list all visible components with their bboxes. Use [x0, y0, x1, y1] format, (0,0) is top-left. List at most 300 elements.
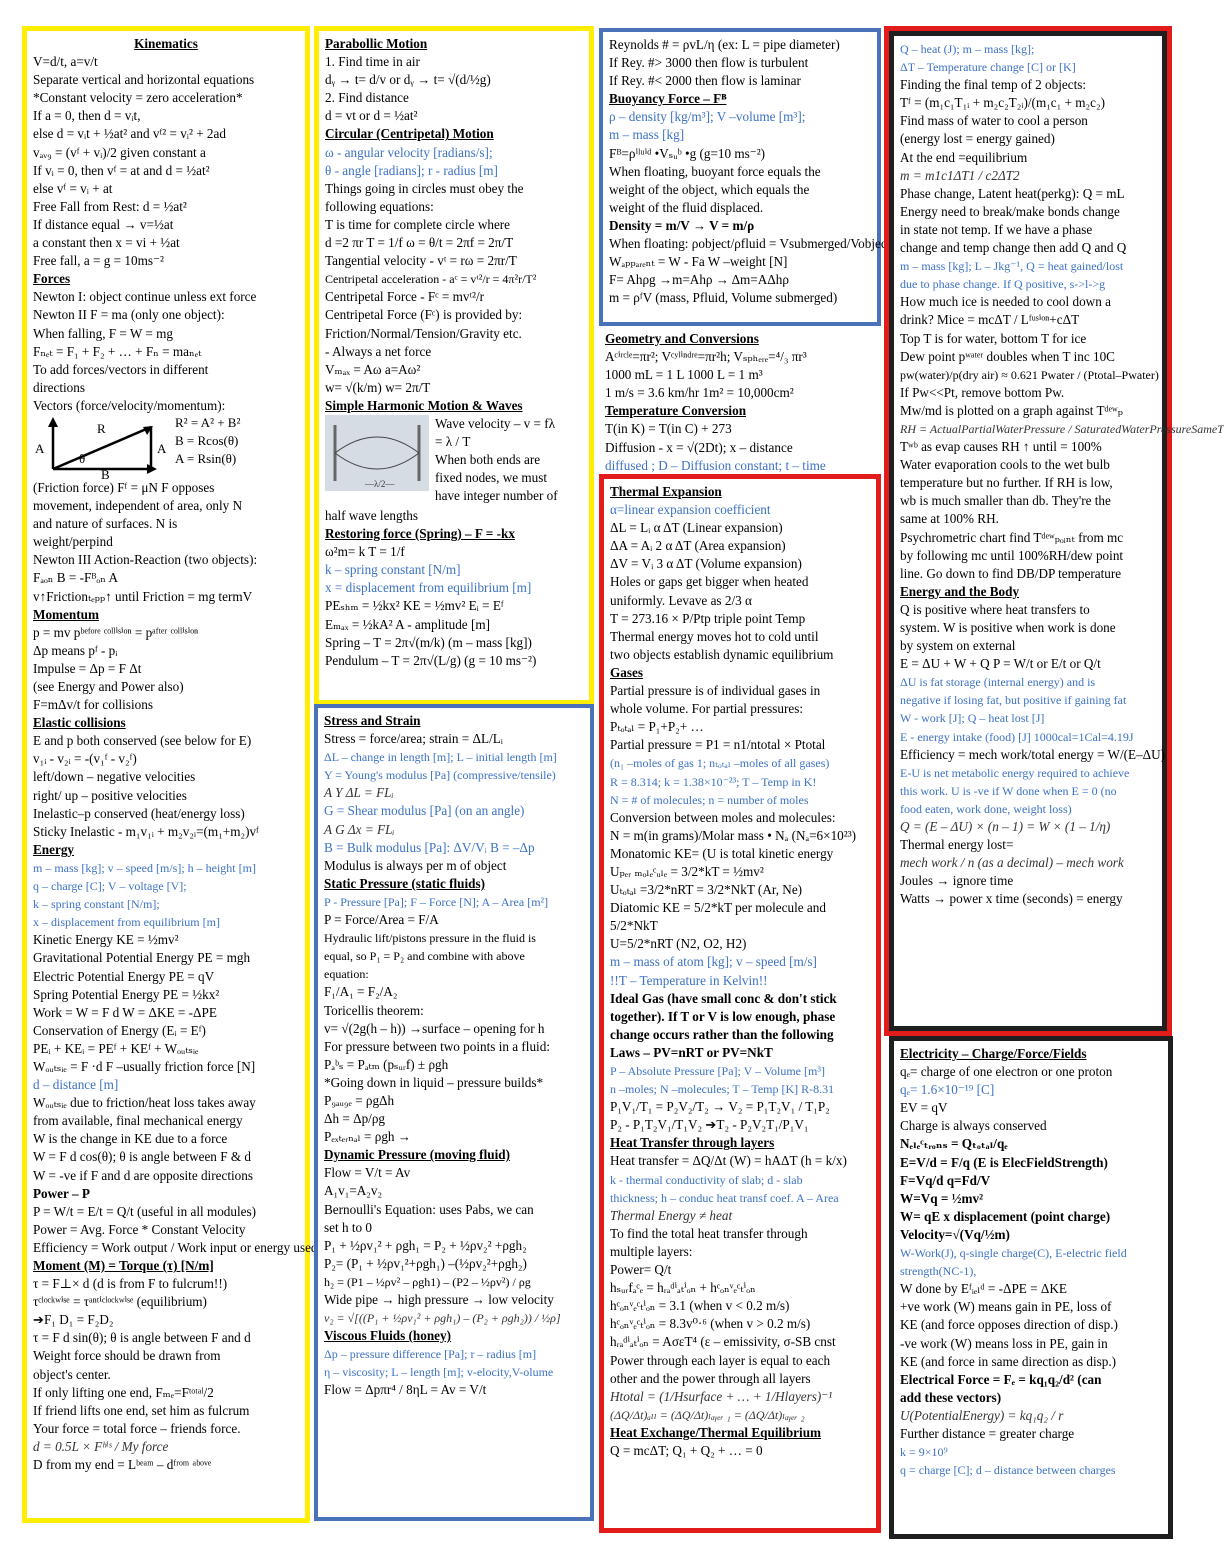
text-line: N = # of molecules; n = number of moles: [610, 792, 809, 807]
text-line: U=5/2*nRT (N2, O2, H2): [610, 936, 747, 952]
text-line: If friend lifts one end, set him as fulcrum: [33, 1402, 250, 1418]
text-line: a constant then x = vi + ½at: [33, 235, 180, 251]
text-line: Q – heat (J); m – mass [kg];: [900, 42, 1035, 56]
text-line: Power – P: [33, 1185, 90, 1201]
text-line: ΔU is fat storage (internal energy) and is: [900, 675, 1096, 690]
text-line: Nₑₗₑᶜₜᵣₒₙₛ = Qₜₒₜₐₗ/qₑ: [900, 1136, 1008, 1152]
text-line: Diatomic KE = 5/2*kT per molecule and: [610, 900, 826, 916]
text-line: Q = (E – ΔU) × (n – 1) = W × (1 – 1/η): [900, 819, 1111, 835]
text-line: For pressure between two points in a fluid:: [324, 1038, 550, 1054]
text-line: negative if losing fat, but positive if gaining fat: [900, 693, 1127, 708]
text-line: E = ΔU + W + Q P = W/t or E/t or Q/t: [900, 656, 1101, 672]
text-line: KE (and force opposes direction of disp.): [900, 1317, 1118, 1333]
text-line: d = 0.5L × Fʰⁱˢ / My force: [33, 1438, 169, 1454]
fluids-panel: [314, 704, 594, 1521]
text-line: Free fall, a = g = 10ms⁻²: [33, 253, 164, 269]
text-line: τᶜˡᵒᶜᵏʷⁱˢᵉ = τᵃⁿᵗⁱᶜˡᵒᶜᵏʷⁱˢᵉ (equilibrium): [33, 1294, 207, 1310]
section-heading: Heat Exchange/Thermal Equilibrium: [610, 1424, 822, 1440]
text-line: Uₜₒₜₐₗ =3/2*nRT = 3/2*NkT (Ar, Ne): [610, 882, 803, 898]
text-line: and nature of surfaces. N is: [33, 516, 178, 532]
text-line: P - Pressure [Pa]; F – Force [N]; A – Area [m²]: [324, 894, 549, 909]
section-heading: Heat Transfer through layers: [610, 1135, 775, 1151]
text-line: object's center.: [33, 1366, 111, 1382]
text-line: equal, so P₁ = P₂ and combine with above: [324, 949, 525, 964]
text-line: Finding the final temp of 2 objects:: [900, 77, 1087, 93]
text-line: same at 100% RH.: [900, 511, 999, 527]
text-line: w= √(k/m) w= 2π/T: [325, 379, 431, 395]
text-line: W-Work(J), q-single charge(C), E-electric field: [900, 1246, 1127, 1261]
text-line: Further distance = greater charge: [900, 1425, 1075, 1441]
text-line: If vᵢ = 0, then vᶠ = at and d = ½at²: [33, 162, 210, 178]
text-line: Newton III Action-Reaction (two objects):: [33, 552, 258, 568]
text-line: F=mΔv/t for collisions: [33, 697, 153, 713]
text-line: *Going down in liquid – pressure builds*: [324, 1074, 544, 1090]
text-line: Flow = V/t = Av: [324, 1165, 411, 1181]
text-line: B = Bulk modulus [Pa]: ΔV/Vᵢ B = –Δp: [324, 839, 535, 855]
text-line: dᵧ → t= d/v or dᵧ → t= √(d/½g): [325, 72, 491, 88]
text-line: R = 8.314; k = 1.38×10⁻²³; T – Temp in K!: [610, 774, 817, 789]
text-line: (Friction force) Fᶠ = μN F opposes: [33, 479, 215, 495]
text-line: Power = Avg. Force * Constant Velocity: [33, 1221, 246, 1237]
text-line: Conservation of Energy (Eᵢ = Eᶠ): [33, 1022, 206, 1038]
text-line: 1 m/s = 3.6 km/hr 1m² = 10,000cm²: [605, 385, 794, 401]
text-line: h₂ = (P1 – ½ρv² – ρgh1) – (P2 – ½ρv²) / ρg: [324, 1274, 531, 1289]
text-line: directions: [33, 379, 86, 395]
vector-label: A: [157, 440, 167, 456]
text-line: ΔV = Vᵢ 3 α ΔT (Volume expansion): [610, 556, 802, 572]
text-line: Vₘₐₓ = Aω a=Aω²: [325, 361, 421, 377]
text-line: change occurs rather than the following: [610, 1026, 834, 1042]
text-line: Aᶜⁱʳᶜˡᵉ=πr²; Vᶜʸˡⁱⁿᵈʳᵉ=πr²h; Vₛₚₕₑᵣₑ=⁴/₃ πr³: [605, 349, 807, 365]
shm-figure-block: [325, 415, 583, 507]
text-line: drink? Mice = mcΔT / Lᶠᵘˢⁱᵒⁿ+cΔT: [900, 312, 1080, 328]
text-line: (n₁ –moles of gas 1; nₜₒₜₐₗ –moles of all gases): [610, 756, 830, 771]
vector-diagram: [33, 414, 299, 482]
text-line: Q is positive where heat transfers to: [900, 601, 1090, 617]
text-line: Stress = force/area; strain = ΔL/Lᵢ: [324, 731, 503, 747]
text-line: Fₐₒₙ B = -Fᴮₒₙ A: [33, 570, 118, 586]
text-line: Efficiency = Work output / Work input or energy used: [33, 1239, 318, 1255]
section-heading: Gases: [610, 664, 643, 680]
text-line: Hydraulic lift/pistons pressure in the fluid is: [324, 931, 536, 946]
text-line: Watts → power x time (seconds) = energy: [900, 891, 1123, 907]
vector-label: A: [35, 440, 45, 456]
text-line: τ = F⊥× d (d is from F to fulcrum!!): [33, 1276, 228, 1292]
text-line: Inelastic–p conserved (heat/energy loss): [33, 805, 245, 821]
text-line: Water evaporation cools to the wet bulb: [900, 457, 1110, 473]
text-line: line. Go down to find DB/DP temperature: [900, 565, 1122, 581]
text-line: Centripetal Force - Fᶜ = mvᵗ²/r: [325, 289, 485, 305]
text-line: P₁ + ½ρv₁² + ρgh₁ = P₂ + ½ρv₂² +ρgh₂: [324, 1237, 527, 1253]
text-line: Efficiency = mech work/total energy = W/(E–ΔU): [900, 746, 1166, 762]
text-line: 1. Find time in air: [325, 54, 420, 70]
text-line: m – mass [kg]; v – speed [m/s]; h – height [m]: [33, 860, 256, 875]
text-line: PEᵢ + KEᵢ = PEᶠ + KEᶠ + Wₒᵤₜₛᵢₑ: [33, 1040, 199, 1056]
text-line: mech work / n (as a decimal) – mech work: [900, 855, 1124, 871]
text-line: To add forces/vectors in different: [33, 361, 209, 377]
text-line: together). If T or V is low enough, phase: [610, 1008, 836, 1024]
section-heading: Circular (Centripetal) Motion: [325, 126, 494, 142]
text-line: ω²m= k T = 1/f: [325, 544, 405, 560]
section-heading: Static Pressure (static fluids): [324, 875, 486, 891]
text-line: ΔA = Aᵢ 2 α ΔT (Area expansion): [610, 538, 786, 554]
text-line: RH = ActualPartialWaterPressure / SaturatedWaterPressureSameT: [900, 421, 1224, 436]
text-line: (energy lost = energy gained): [900, 131, 1055, 147]
text-line: θ - angle [radians]; r - radius [m]: [325, 162, 498, 178]
text-line: hᶜₒₙᵛₑᶜₜⁱₒₙ = 3.1 (when v < 0.2 m/s): [610, 1298, 790, 1314]
text-line: If Rey. #< 2000 then flow is laminar: [609, 73, 801, 89]
text-line: vₐᵥ₉ = (vᶠ + vᵢ)/2 given constant a: [33, 144, 206, 160]
shm-text-line: Wave velocity – v = fλ: [435, 415, 556, 431]
text-line: Tangential velocity - vᵗ = rω = 2πr/T: [325, 253, 517, 269]
text-line: left/down – negative velocities: [33, 769, 196, 785]
text-line: F₁/A₁ = F₂/A₂: [324, 984, 398, 1000]
text-line: whole volume. For partial pressures:: [610, 701, 804, 717]
text-line: Δp means pᶠ - pᵢ: [33, 642, 118, 658]
text-line: Power= Q/t: [610, 1262, 672, 1278]
text-line: Heat transfer = ΔQ/Δt (W) = hAΔT (h = k/x): [610, 1153, 847, 1169]
text-line: in state not temp. If we have a phase: [900, 221, 1093, 237]
text-line: (ΔQ/Δt)ₐₗₗ = (ΔQ/Δt)ₗₐᵧₑᵣ ₁ = (ΔQ/Δt)ₗₐᵧₑᵣ ₂: [610, 1407, 805, 1422]
text-line: E - energy intake (food) [J] 1000cal=1Cal=4.19J: [900, 729, 1134, 744]
text-line: due to phase change. If Q positive, s->l->g: [900, 277, 1106, 292]
text-line: Weight force should be drawn from: [33, 1348, 221, 1364]
vector-formula: B = Rcos(θ): [175, 432, 239, 448]
text-line: v↑Frictionₜₑₚₚ↑ until Friction = mg termV: [33, 588, 253, 604]
text-line: -ve work (W) means loss in PE, gain in: [900, 1335, 1108, 1351]
motion-panel: [314, 26, 594, 705]
text-line: qₑ= 1.6×10⁻¹⁹ [C]: [900, 1082, 995, 1098]
text-line: Modulus is always per m of object: [324, 857, 507, 873]
text-line: k - thermal conductivity of slab; d - slab: [610, 1172, 803, 1187]
text-line: A G Δx = FLᵢ: [324, 821, 395, 837]
text-line: W done by Eᶠᵢₑₗᵈ = -ΔPE = ΔKE: [900, 1281, 1067, 1297]
section-heading: Restoring force (Spring) – F = -kx: [325, 526, 515, 542]
text-line: pw(water)/p(dry air) ≈ 0.621 Pwater / (Ptotal–Pwater): [900, 367, 1159, 382]
text-line: Tᶠ = (m₁c₁T₁ᵢ + m₂c₂T₂ᵢ)/(m₁c₁ + m₂c₂): [900, 95, 1105, 111]
text-line: Newton I: object continue unless ext force: [33, 289, 257, 305]
text-line: Conversion between moles and molecules:: [610, 809, 836, 825]
text-line: d – distance [m]: [33, 1077, 119, 1093]
electricity-panel: [889, 1036, 1173, 1539]
text-line: other and the power through all layers: [610, 1370, 811, 1386]
text-line: Toricellis theorem:: [324, 1002, 424, 1018]
text-line: from available, final mechanical energy: [33, 1113, 243, 1129]
text-line: x = displacement from equilibrium [m]: [325, 580, 532, 596]
text-line: P = W/t = E/t = Q/t (useful in all modules): [33, 1203, 257, 1219]
text-line: W = F d cos(θ); θ is angle between F & d: [33, 1149, 251, 1165]
text-line: ΔT – Temperature change [C] or [K]: [900, 60, 1076, 75]
section-heading: Energy: [33, 841, 75, 857]
text-line: Velocity=√(Vq/½m): [900, 1226, 1010, 1242]
text-line: ➔F₁ D₁ = F₂D₂: [33, 1312, 114, 1328]
text-line: Gravitational Potential Energy PE = mgh: [33, 950, 251, 966]
text-line: weight of the fluid displaced.: [609, 199, 764, 215]
text-line: 5/2*NkT: [610, 918, 658, 934]
text-line: Y = Young's modulus [Pa] (compressive/tensile): [324, 768, 556, 783]
section-heading: Stress and Strain: [324, 713, 421, 728]
text-line: Thermal Energy ≠ heat: [610, 1207, 733, 1223]
text-line: η – viscosity; L – length [m]; v-elocity,V-olume: [324, 1365, 554, 1380]
text-line: E=V/d = F/q (E is ElecFieldStrength): [900, 1154, 1108, 1170]
text-line: P₂= (P₁ + ½ρv₁²+ρgh₁) –(½ρv₂²+ρgh₂): [324, 1255, 527, 1271]
section-heading: Geometry and Conversions: [605, 331, 759, 346]
text-line: Pₑₓₜₑᵣₙₐₗ = ρgh →: [324, 1129, 411, 1145]
text-line: ω - angular velocity [radians/s];: [325, 144, 493, 160]
text-line: When floating, buoyant force equals the: [609, 163, 821, 179]
vector-formula: A = Rsin(θ): [175, 450, 237, 466]
text-line: If distance equal → v=½at: [33, 216, 174, 232]
text-line: Energy need to break/make bonds change: [900, 203, 1120, 219]
text-line: Electric Potential Energy PE = qV: [33, 968, 215, 984]
text-line: Pₐᵇₛ = Pₐₜₘ (pₛᵤᵣf) ± ρgh: [324, 1056, 449, 1072]
text-line: k – spring constant [N/m];: [33, 897, 160, 912]
text-line: Work = W = F d W = ΔKE = -ΔPE: [33, 1004, 217, 1020]
shm-text-line: When both ends are: [435, 452, 541, 468]
text-line: W= qE x displacement (point charge): [900, 1208, 1111, 1224]
text-line: If Rey. #> 3000 then flow is turbulent: [609, 55, 809, 71]
text-line: Kinetic Energy KE = ½mv²: [33, 932, 179, 948]
text-line: Holes or gaps get bigger when heated: [610, 574, 809, 590]
text-line: T is time for complete circle where: [325, 216, 511, 232]
text-line: movement, independent of area, only N: [33, 498, 243, 514]
text-line: else d = vᵢt + ½at² and vᶠ² = vᵢ² + 2ad: [33, 126, 226, 142]
text-line: v= √(2g(h – h)) →surface – opening for h: [324, 1020, 545, 1036]
text-line: Wide pipe → high pressure → low velocity: [324, 1292, 554, 1307]
text-line: Q = mcΔT; Q₁ + Q₂ + … = 0: [610, 1442, 763, 1458]
text-line: D from my end = Lᵇᵉᵃᵐ – dᶠʳᵒᵐ ᵃᵇᵒᵛᵉ: [33, 1457, 212, 1473]
text-line: W=Vq = ½mv²: [900, 1190, 984, 1206]
text-line: wb is much smaller than db. They're the: [900, 493, 1111, 509]
text-line: W = -ve if F and d are opposite directions: [33, 1167, 253, 1183]
section-heading: Energy and the Body: [900, 583, 1020, 599]
text-line: 2. Find distance: [325, 90, 409, 106]
text-line: hₛᵤᵣfₐᶜₑ = hᵣₐᵈⁱₐₜⁱₒₙ + hᶜₒₙᵛₑᶜₜⁱₒₙ: [610, 1280, 756, 1296]
text-line: Δh = Δp/ρg: [324, 1111, 386, 1127]
text-line: q = charge [C]; d – distance between charges: [900, 1463, 1116, 1478]
section-heading: Electricity – Charge/Force/Fields: [900, 1046, 1087, 1061]
text-line: Top T is for water, bottom T for ice: [900, 330, 1087, 346]
section-heading: Moment (M) = Torque (τ) [N/m]: [33, 1258, 214, 1273]
text-line: Psychrometric chart find Tᵈᵉʷₚₒᵢₙₜ from mc: [900, 529, 1124, 545]
text-line: Htotal = (1/Hsurface + … + 1/Hlayers)⁻¹: [610, 1388, 833, 1404]
text-line: Pₜₒₜₐₗ = P₁+P₂+ …: [610, 719, 704, 735]
text-line: weight of the object, which equals the: [609, 181, 810, 197]
text-line: thickness; h – conduc heat transf coef. A – Area: [610, 1190, 839, 1205]
shm-text-line: fixed nodes, we must: [435, 470, 548, 486]
text-line: Reynolds # = ρvL/η (ex: L = pipe diameter): [609, 37, 840, 52]
text-line: Wₐₚₚₐᵣₑₙₜ = W - Fa W –weight [N]: [609, 254, 788, 270]
text-line: τ = F d sin(θ); θ is angle between F and d: [33, 1330, 251, 1346]
section-heading: Viscous Fluids (honey): [324, 1328, 452, 1344]
text-line: change and temp change then add Q and Q: [900, 240, 1127, 256]
text-line: multiple layers:: [610, 1243, 693, 1259]
text-line: m – mass of atom [kg]; v – speed [m/s]: [610, 954, 817, 970]
text-line: Spring Potential Energy PE = ½kx²: [33, 986, 220, 1002]
text-line: E-U is net metabolic energy required to achieve: [900, 765, 1130, 780]
text-line: G = Shear modulus [Pa] (on an angle): [324, 803, 525, 819]
vector-formula: R² = A² + B²: [175, 414, 241, 430]
text-line: two objects establish dynamic equilibrium: [610, 646, 834, 662]
text-line: A Y ΔL = FLᵢ: [324, 785, 394, 801]
text-line: F=Vq/d q=Fd/V: [900, 1172, 991, 1188]
text-line: temperature but no further. If RH is low,: [900, 475, 1113, 491]
text-line: Bernoulli's Equation: uses Pabs, we can: [324, 1201, 534, 1217]
text-line: qₑ= charge of one electron or one proton: [900, 1064, 1113, 1080]
text-line: this work. U is -ve if W done when E = 0 (no: [900, 783, 1117, 798]
text-line: k – spring constant [N/m]: [325, 562, 461, 578]
section-heading: Simple Harmonic Motion & Waves: [325, 397, 523, 413]
text-line: hᶜₒₙᵛₑᶜₜⁱₒₙ = 8.3v⁰·⁶ (when v > 0.2 m/s): [610, 1316, 811, 1332]
text-line: Your force = total force – friends force.: [33, 1420, 241, 1436]
text-line: Wₒᵤₜₛᵢₑ due to friction/heat loss takes away: [33, 1095, 256, 1111]
text-line: Uₚₑᵣ ₘₒₗₑᶜᵤₗₑ = 3/2*kT = ½mv²: [610, 863, 764, 879]
text-line: A₁v₁=A₂v₂: [324, 1183, 383, 1199]
text-line: When falling, F = W = mg: [33, 325, 174, 341]
text-line: Thermal energy lost=: [900, 837, 1014, 853]
text-line: Density = m/V → V = m/ρ: [609, 217, 755, 233]
section-heading: Temperature Conversion: [605, 403, 747, 419]
text-line: W is the change in KE due to a force: [33, 1131, 228, 1147]
geometry-panel: [599, 326, 881, 472]
text-line: PEₛₕₘ = ½kx² KE = ½mv² Eᵢ = Eᶠ: [325, 598, 504, 614]
text-line: by system on external: [900, 638, 1016, 654]
text-line: Vectors (force/velocity/momentum):: [33, 397, 226, 413]
text-line: Partial pressure = P1 = n1/ntotal × Ptotal: [610, 737, 826, 753]
text-line: P = Force/Area = F/A: [324, 912, 439, 928]
text-line: *Constant velocity = zero acceleration*: [33, 90, 243, 106]
text-line: weight/perpind: [33, 534, 113, 550]
text-line: Joules → ignore time: [900, 873, 1014, 889]
text-line: Centripetal Force (Fᶜ) is provided by:: [325, 307, 523, 323]
text-line: m – mass [kg]: [609, 127, 685, 143]
text-line: Dew point pʷᵃᵗᵉʳ doubles when T inc 10C: [900, 348, 1115, 364]
text-line: Fᴮ=ρⁱˡᵘⁱᵈ •Vₛᵤᵇ •g (g=10 ms⁻²): [609, 145, 766, 161]
section-heading: Elastic collisions: [33, 715, 126, 731]
text-line: T(in K) = T(in C) + 273: [605, 421, 732, 437]
heat-panel: [889, 31, 1224, 1031]
text-line: following equations:: [325, 198, 434, 214]
text-line: 1000 mL = 1 L 1000 L = 1 m³: [605, 367, 763, 383]
text-line: x – displacement from equilibrium [m]: [33, 915, 220, 930]
text-line: half wave lengths: [325, 507, 419, 523]
section-heading: Forces: [33, 271, 71, 287]
text-line: P₉ₐᵤ₉ₑ = ρgΔh: [324, 1092, 395, 1108]
text-line: F= Ahρg →m=Ahρ → Δm=AΔhρ: [609, 272, 789, 288]
text-line: by following mc until 100%RH/dew point: [900, 547, 1124, 563]
text-line: Ideal Gas (have small conc & don't stick: [610, 990, 837, 1006]
text-line: m – mass [kg]; L – Jkg⁻¹, Q = heat gained/lost: [900, 259, 1124, 274]
text-line: equation:: [324, 967, 369, 982]
text-line: n –moles; N –molecules; T – Temp [K] R-8.31: [610, 1082, 835, 1097]
text-line: m = m1c1ΔT1 / c2ΔT2: [900, 167, 1020, 183]
text-line: E and p both conserved (see below for E): [33, 733, 252, 749]
text-line: If only lifting one end, Fₘₑ=Fᵗᵒᵗᵃˡ/2: [33, 1384, 214, 1400]
text-line: d =2 πr T = 1/f ω = θ/t = 2πf = 2π/T: [325, 235, 514, 251]
text-line: Friction/Normal/Tension/Gravity etc.: [325, 325, 522, 341]
text-line: P₂ - P₁T₂V₁/T₁V₂ ➔T₂ - P₂V₂T₁/P₁V₁: [610, 1117, 809, 1133]
text-line: diffused ; D – Diffusion constant; t – time: [605, 457, 826, 473]
text-line: food eaten, work done, weight loss): [900, 801, 1072, 816]
text-line: Thermal energy moves hot to cold until: [610, 628, 819, 644]
text-line: To find the total heat transfer through: [610, 1225, 808, 1241]
text-line: Impulse = Δp = F Δt: [33, 660, 142, 676]
text-line: Centripetal acceleration - aᶜ = vᵗ²/r = 4π²r/T²: [325, 272, 537, 287]
text-line: N = m(in grams)/Molar mass • Nₐ (Nₐ=6×10²³): [610, 827, 857, 843]
section-heading: Dynamic Pressure (moving fluid): [324, 1147, 510, 1163]
text-line: v₁ᵢ - v₂ᵢ = -(v₁ᶠ - v₂ᶠ): [33, 751, 137, 767]
text-line: set h to 0: [324, 1219, 372, 1235]
text-line: +ve work (W) means gain in PE, loss of: [900, 1299, 1112, 1315]
text-line: - Always a net force: [325, 343, 432, 359]
text-line: v₂ = √[((P₁ + ½ρv₁² + ρgh₁) – (P₂ + ρgh₂)) / ½ρ]: [324, 1311, 561, 1326]
text-line: T = 273.16 × P/Ptp triple point Temp: [610, 610, 806, 626]
text-line: Laws – PV=nRT or PV=NkT: [610, 1044, 773, 1060]
text-line: Mw/md is plotted on a graph against Tᵈᵉʷₚ: [900, 402, 1123, 418]
section-heading: Parabollic Motion: [325, 36, 428, 51]
text-line: hᵣₐᵈⁱₐₜⁱₒₙ = AσεT⁴ (ε – emissivity, σ-SB cnst: [610, 1334, 836, 1350]
svg-text:—λ/2—: —λ/2—: [365, 478, 395, 489]
text-line: If Pw<<Pt, remove bottom Pw.: [900, 384, 1065, 400]
section-heading: Buoyancy Force – Fᴮ: [609, 91, 727, 107]
text-line: U(PotentialEnergy) = kq₁q₂ / r: [900, 1407, 1064, 1423]
text-line: If a = 0, then d = vᵢt,: [33, 108, 141, 124]
text-line: Partial pressure is of individual gases in: [610, 683, 821, 699]
text-line: P – Absolute Pressure [Pa]; V – Volume [m³]: [610, 1064, 825, 1078]
buoyancy-panel: [599, 28, 891, 326]
text-line: (see Energy and Power also): [33, 679, 184, 694]
text-line: V=d/t, a=v/t: [33, 54, 98, 70]
section-heading: Thermal Expansion: [610, 484, 722, 499]
text-line: ΔL – change in length [m]; L – initial length [m]: [324, 750, 557, 765]
text-line: strength(NC-1),: [900, 1264, 977, 1279]
text-line: Diffusion - x = √(2Dt); x – distance: [605, 439, 793, 455]
standing-wave-figure: [325, 415, 429, 491]
text-line: EV = qV: [900, 1100, 948, 1116]
vector-label: B: [101, 466, 110, 482]
text-line: Free Fall from Rest: d = ½at²: [33, 198, 187, 214]
text-line: When floating: ρobject/ρfluid = Vsubmerged/Vobject: [609, 236, 891, 252]
text-line: add these vectors): [900, 1389, 1002, 1405]
kinematics-panel: [22, 26, 318, 1523]
text-line: KE (and force in same direction as disp.): [900, 1353, 1117, 1369]
text-line: Electrical Force = Fₑ = kq₁q₂/d² (can: [900, 1371, 1102, 1387]
text-line: Flow = Δpπr⁴ / 8ηL = Av = V/t: [324, 1382, 487, 1398]
shm-text-line: = λ / T: [435, 434, 471, 450]
section-heading: Momentum: [33, 606, 99, 622]
text-line: d = vt or d = ½at²: [325, 108, 418, 124]
text-line: Find mass of water to cool a person: [900, 113, 1088, 129]
text-line: Wₒᵤₜₛᵢₑ = F ·d F –usually friction force [N]: [33, 1058, 256, 1074]
thermal-panel: [599, 474, 881, 1533]
text-line: Newton II F = ma (only one object):: [33, 307, 225, 323]
text-line: At the end =equilibrium: [900, 149, 1028, 165]
text-line: m = ρᶠV (mass, Pfluid, Volume submerged): [609, 290, 838, 306]
text-line: Tʷᵇ as evap causes RH ↑ until = 100%: [900, 439, 1102, 455]
text-line: α=linear expansion coefficient: [610, 502, 771, 518]
text-line: ρ – density [kg/m³]; V –volume [m³];: [609, 109, 806, 125]
text-line: How much ice is needed to cool down a: [900, 294, 1111, 310]
text-line: Phase change, Latent heat(perkg): Q = mL: [900, 185, 1125, 201]
text-line: Fₙₑₜ = F₁ + F₂ + … + Fₙ = maₙₑₜ: [33, 343, 202, 359]
text-line: right/ up – positive velocities: [33, 787, 187, 803]
vector-label: R: [97, 420, 106, 436]
text-line: Power through each layer is equal to each: [610, 1352, 831, 1368]
vector-label: θ: [79, 450, 86, 466]
text-line: Spring – T = 2π√(m/k) (m – mass [kg]): [325, 634, 532, 650]
text-line: Monatomic KE= (U is total kinetic energy: [610, 845, 834, 861]
text-line: Sticky Inelastic - m₁v₁ᵢ + m₂v₂ᵢ=(m₁+m₂)vᶠ: [33, 823, 259, 839]
